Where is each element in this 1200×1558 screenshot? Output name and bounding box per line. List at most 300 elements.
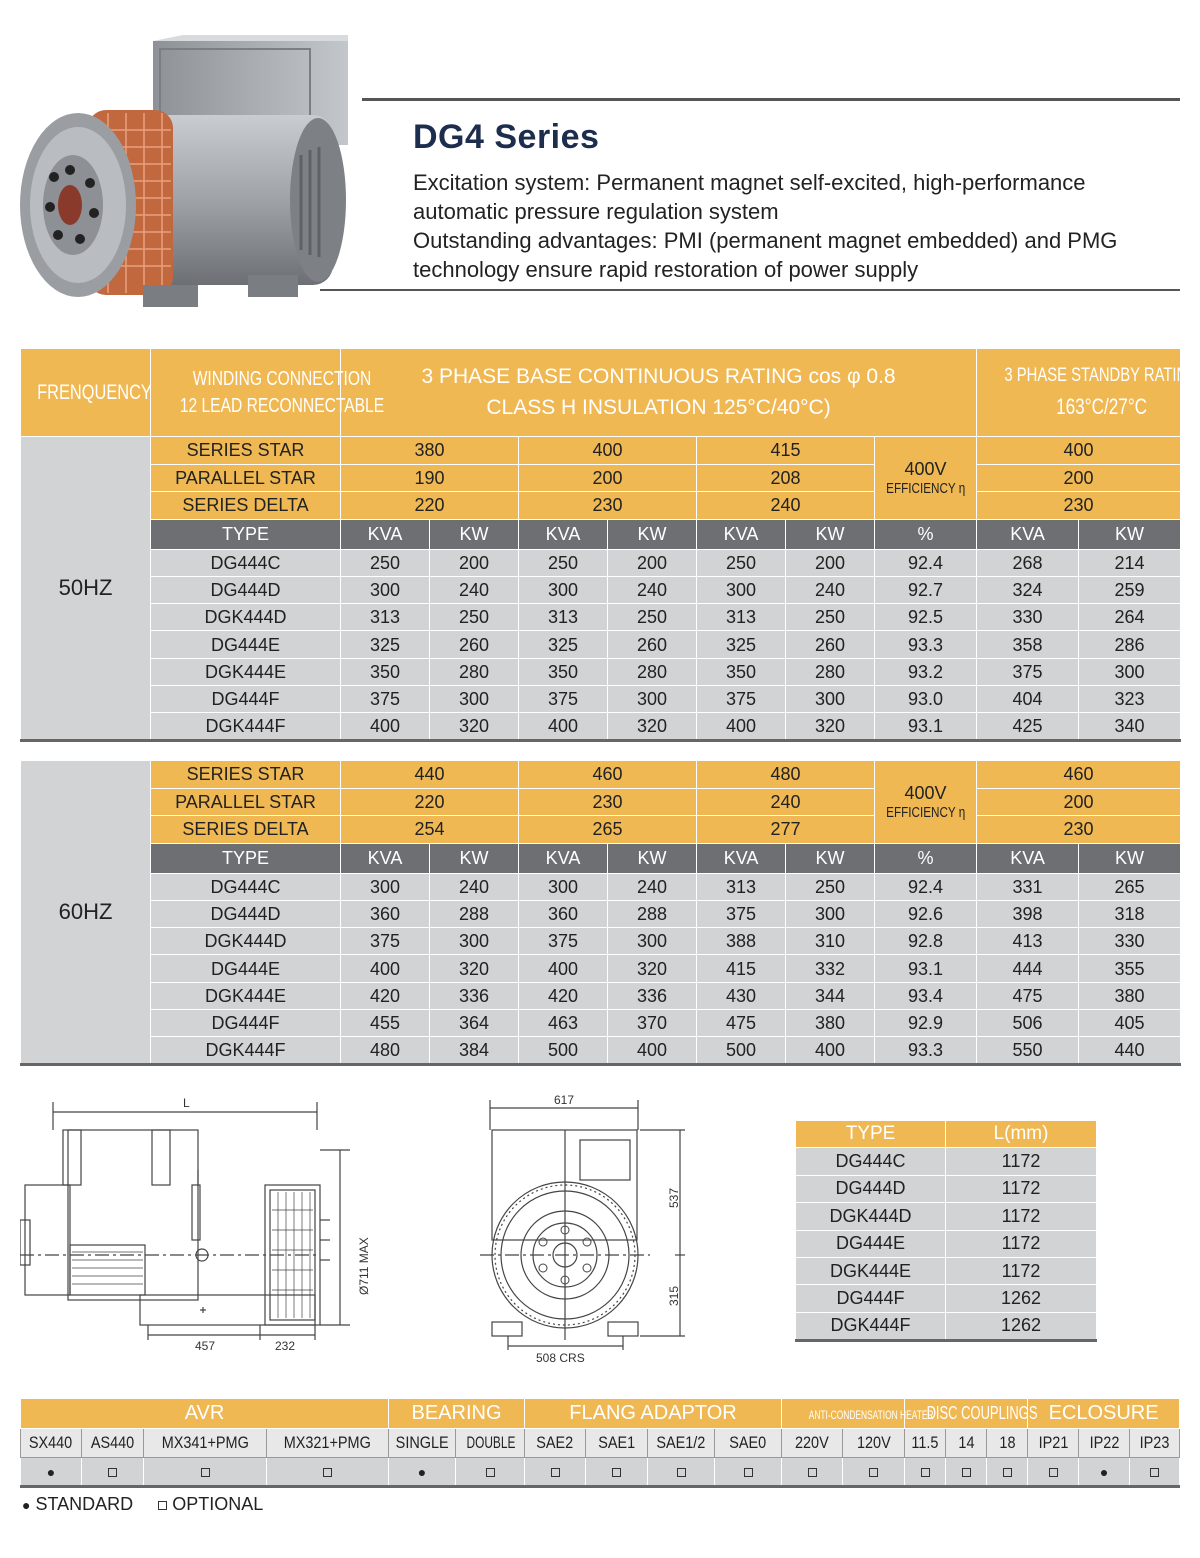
voltage-cell: 230 [519,788,697,816]
value-cell: 200 [430,549,519,576]
column-header: KW [430,519,519,549]
value-cell: 400 [697,713,786,740]
standard-dot-icon: ● [417,1463,427,1480]
voltage-cell: 415 [697,437,875,465]
option-label: 220V [795,1433,829,1452]
length-cell: 1262 [946,1285,1097,1312]
value-cell: 93.3 [875,1037,977,1064]
value-cell: 400 [519,713,608,740]
column-header: KW [608,519,697,549]
value-cell: 475 [977,982,1079,1009]
connection-name: SERIES DELTA [151,816,341,844]
length-header: L(mm) [946,1121,1097,1148]
value-cell: 500 [519,1037,608,1064]
value-cell: 425 [977,713,1079,740]
value-cell: 300 [519,576,608,603]
connection-name: SERIES STAR [151,437,341,465]
optional-square-icon [201,1468,210,1477]
option-name [144,1429,267,1458]
voltage-cell: 220 [341,492,519,520]
column-header: TYPE [151,519,341,549]
value-cell: 93.2 [875,658,977,685]
legend-standard: STANDARD [35,1494,134,1514]
column-header: KW [608,843,697,873]
optional-square-icon [323,1468,332,1477]
value-cell: 400 [341,713,430,740]
type-cell: DG444E [151,955,341,982]
optional-square-icon [108,1468,117,1477]
value-cell: 300 [608,685,697,712]
value-cell: 250 [786,873,875,900]
value-cell: 350 [341,658,430,685]
value-cell: 92.9 [875,1009,977,1036]
value-cell: 375 [697,685,786,712]
option-mark [525,1458,586,1487]
optional-square-icon [1049,1468,1058,1477]
value-cell: 400 [608,1037,697,1064]
dim-457: 457 [195,1339,216,1353]
option-mark [389,1458,456,1487]
option-label: IP22 [1089,1433,1119,1452]
optional-square-icon [551,1468,560,1477]
option-name [21,1429,82,1458]
legend [22,1494,263,1515]
column-header: KVA [519,519,608,549]
column-header: % [875,519,977,549]
value-cell: 313 [519,604,608,631]
value-cell: 313 [341,604,430,631]
option-label: SAE2 [536,1433,574,1452]
value-cell: 360 [519,900,608,927]
voltage-cell: 208 [697,464,875,492]
option-label: SAE1 [598,1433,635,1452]
column-header: KW [1079,843,1181,873]
type-cell: DG444E [151,631,341,658]
connection-name: SERIES STAR [151,761,341,789]
dim-508-crs: 508 CRS [536,1351,585,1365]
option-label: 18 [999,1433,1016,1452]
column-header: KVA [519,843,608,873]
optional-square-icon [612,1468,621,1477]
value-cell: 264 [1079,604,1181,631]
value-cell: 506 [977,1009,1079,1036]
value-cell: 280 [786,658,875,685]
description-line: technology ensure rapid restoration of power supply [413,257,919,282]
frequency-cell: 50HZ [21,437,151,741]
type-cell: DG444D [151,576,341,603]
description-line: automatic pressure regulation system [413,199,779,224]
optional-square-icon [1003,1468,1012,1477]
value-cell: 240 [430,873,519,900]
option-name [82,1429,144,1458]
description-line: Outstanding advantages: PMI (permanent magnet embedded) and PMG [413,228,1118,253]
option-label: AS440 [90,1433,135,1452]
value-cell: 93.1 [875,955,977,982]
dim-232: 232 [275,1339,296,1353]
value-cell: 350 [519,658,608,685]
value-cell: 318 [1079,900,1181,927]
value-cell: 330 [977,604,1079,631]
value-cell: 550 [977,1037,1079,1064]
standby-voltage-cell: 460 [977,761,1181,789]
option-mark [456,1458,525,1487]
option-name [1130,1429,1180,1458]
optional-square-icon [808,1468,817,1477]
group-enclosure: ECLOSURE [1028,1399,1180,1429]
value-cell: 310 [786,928,875,955]
group-flange-adaptor: FLANG ADAPTOR [525,1399,782,1429]
value-cell: 480 [341,1037,430,1064]
option-mark [1079,1458,1130,1487]
type-cell: DG444C [151,873,341,900]
standby-rating-header: 3 PHASE STANDBY RATING 163°C/27°C [977,349,1181,437]
option-label: 14 [957,1433,975,1452]
value-cell: 250 [519,549,608,576]
header-rule-top [362,98,1180,101]
type-cell: DGK444D [151,928,341,955]
value-cell: 463 [519,1009,608,1036]
type-cell: DGK444E [151,982,341,1009]
option-mark [586,1458,648,1487]
value-cell: 260 [608,631,697,658]
column-header: % [875,843,977,873]
length-cell: 1172 [946,1148,1097,1175]
series-title: DG4 Series [413,118,600,156]
option-name [1079,1429,1130,1458]
length-header: TYPE [796,1121,946,1148]
voltage-cell: 440 [341,761,519,789]
value-cell: 350 [697,658,786,685]
option-label: 120V [856,1433,891,1452]
column-header: KW [786,519,875,549]
front-view-drawing [480,1090,700,1370]
option-name [586,1429,648,1458]
option-name [389,1429,456,1458]
option-name [905,1429,946,1458]
side-view-drawing [20,1090,400,1360]
type-cell: DG444F [151,1009,341,1036]
value-cell: 375 [341,928,430,955]
value-cell: 331 [977,873,1079,900]
value-cell: 475 [697,1009,786,1036]
option-name [987,1429,1028,1458]
value-cell: 92.6 [875,900,977,927]
value-cell: 250 [430,604,519,631]
standby-voltage-cell: 200 [977,464,1181,492]
option-label: SINGLE [395,1433,449,1452]
option-label: DOUBLE [466,1433,516,1452]
value-cell: 313 [697,604,786,631]
group-avr: AVR [21,1399,389,1429]
value-cell: 360 [341,900,430,927]
option-mark [82,1458,144,1487]
length-cell: 1172 [946,1230,1097,1257]
option-name [267,1429,389,1458]
optional-square-icon [158,1501,167,1510]
type-cell: DGK444E [796,1257,946,1284]
length-table [795,1120,1097,1342]
value-cell: 355 [1079,955,1181,982]
option-mark [267,1458,389,1487]
column-header: KW [1079,519,1181,549]
optional-square-icon [869,1468,878,1477]
type-cell: DGK444D [796,1203,946,1230]
value-cell: 320 [608,955,697,982]
voltage-cell: 380 [341,437,519,465]
option-name [525,1429,586,1458]
value-cell: 300 [519,873,608,900]
value-cell: 370 [608,1009,697,1036]
value-cell: 400 [519,955,608,982]
value-cell: 320 [430,955,519,982]
option-mark [843,1458,905,1487]
voltage-cell: 277 [697,816,875,844]
value-cell: 300 [341,576,430,603]
type-cell: DGK444F [151,713,341,740]
dim-L: L [183,1096,190,1110]
type-cell: DG444F [151,685,341,712]
value-cell: 384 [430,1037,519,1064]
value-cell: 93.1 [875,713,977,740]
rating-table-50hz [20,348,1199,742]
value-cell: 300 [430,685,519,712]
frequency-cell: 60HZ [21,761,151,1065]
value-cell: 265 [1079,873,1181,900]
value-cell: 300 [697,576,786,603]
value-cell: 288 [430,900,519,927]
value-cell: 250 [697,549,786,576]
option-label: IP21 [1038,1433,1068,1452]
option-mark [1028,1458,1079,1487]
efficiency-label: EFFICIENCY η [886,479,966,497]
value-cell: 320 [430,713,519,740]
value-cell: 358 [977,631,1079,658]
group-bearing: BEARING [389,1399,525,1429]
standby-voltage-cell: 230 [977,816,1181,844]
value-cell: 280 [608,658,697,685]
optional-square-icon [1150,1468,1159,1477]
type-cell: DG444D [796,1175,946,1202]
value-cell: 259 [1079,576,1181,603]
option-label: SAE1/2 [656,1433,706,1452]
option-mark [987,1458,1028,1487]
value-cell: 325 [341,631,430,658]
value-cell: 300 [341,873,430,900]
value-cell: 398 [977,900,1079,927]
column-header: KVA [977,519,1079,549]
type-cell: DG444C [796,1148,946,1175]
column-header: KVA [341,519,430,549]
column-header: TYPE [151,843,341,873]
optional-square-icon [921,1468,930,1477]
value-cell: 430 [697,982,786,1009]
option-mark [144,1458,267,1487]
value-cell: 330 [1079,928,1181,955]
value-cell: 324 [977,576,1079,603]
value-cell: 288 [608,900,697,927]
description-line: Excitation system: Permanent magnet self-excited, high-performance [413,170,1086,195]
value-cell: 415 [697,955,786,982]
type-cell: DGK444D [151,604,341,631]
efficiency-voltage: 400V [904,458,947,479]
value-cell: 260 [430,631,519,658]
type-cell: DG444D [151,900,341,927]
value-cell: 300 [430,928,519,955]
value-cell: 240 [608,576,697,603]
group-disc-couplings: DISC COUPLINGS [905,1399,1028,1429]
value-cell: 260 [786,631,875,658]
voltage-cell: 230 [519,492,697,520]
rating-table-60hz [20,760,1181,1066]
option-mark [782,1458,843,1487]
option-mark [946,1458,987,1487]
option-mark [905,1458,946,1487]
voltage-cell: 254 [341,816,519,844]
option-name [456,1429,525,1458]
efficiency-label: EFFICIENCY η [886,803,966,821]
value-cell: 214 [1079,549,1181,576]
value-cell: 240 [608,873,697,900]
option-mark [648,1458,715,1487]
type-cell: DGK444F [796,1312,946,1340]
option-mark [1130,1458,1180,1487]
value-cell: 444 [977,955,1079,982]
value-cell: 93.0 [875,685,977,712]
option-label: IP23 [1139,1433,1170,1452]
standby-voltage-cell: 400 [977,437,1181,465]
connection-name: SERIES DELTA [151,492,341,520]
option-name [843,1429,905,1458]
value-cell: 455 [341,1009,430,1036]
optional-square-icon [677,1468,686,1477]
dim-617: 617 [554,1093,575,1107]
voltage-cell: 480 [697,761,875,789]
options-table [20,1398,1180,1488]
column-header: KW [786,843,875,873]
value-cell: 375 [519,685,608,712]
value-cell: 500 [697,1037,786,1064]
value-cell: 250 [341,549,430,576]
value-cell: 413 [977,928,1079,955]
voltage-cell: 190 [341,464,519,492]
value-cell: 300 [1079,658,1181,685]
value-cell: 92.4 [875,549,977,576]
option-name [946,1429,987,1458]
column-header: KVA [977,843,1079,873]
value-cell: 375 [519,928,608,955]
standard-dot-icon: ● [46,1463,56,1480]
voltage-cell: 200 [519,464,697,492]
value-cell: 440 [1079,1037,1181,1064]
dim-537: 537 [667,1187,681,1208]
connection-name: PARALLEL STAR [151,464,341,492]
value-cell: 200 [786,549,875,576]
option-label: MX341+PMG [161,1433,249,1452]
value-cell: 344 [786,982,875,1009]
type-cell: DG444E [796,1230,946,1257]
option-mark [715,1458,782,1487]
dim-diameter: Ø711 MAX [357,1237,371,1295]
option-name [715,1429,782,1458]
value-cell: 336 [608,982,697,1009]
column-header: KW [430,843,519,873]
dim-315: 315 [667,1285,681,1306]
efficiency-voltage-cell [875,437,977,520]
value-cell: 93.3 [875,631,977,658]
value-cell: 320 [608,713,697,740]
value-cell: 300 [786,900,875,927]
winding-header: WINDING CONNECTION 12 LEAD RECONNECTABLE [151,349,341,437]
value-cell: 420 [341,982,430,1009]
value-cell: 280 [430,658,519,685]
base-rating-header: 3 PHASE BASE CONTINUOUS RATING cos φ 0.8 CLASS H INSULATION 125°C/40°C) [341,349,977,437]
standard-dot-icon: ● [1099,1463,1109,1480]
group-heater: ANTI-CONDENSATION HEATER [782,1399,905,1429]
value-cell: 250 [608,604,697,631]
voltage-cell: 265 [519,816,697,844]
standard-dot-icon: ● [22,1497,31,1513]
connection-name: PARALLEL STAR [151,788,341,816]
type-cell: DG444C [151,549,341,576]
value-cell: 240 [430,576,519,603]
voltage-cell: 240 [697,788,875,816]
value-cell: 92.4 [875,873,977,900]
value-cell: 375 [341,685,430,712]
column-header: KVA [697,843,786,873]
optional-square-icon [962,1468,971,1477]
value-cell: 332 [786,955,875,982]
efficiency-voltage: 400V [904,782,947,803]
value-cell: 200 [608,549,697,576]
value-cell: 325 [519,631,608,658]
value-cell: 323 [1079,685,1181,712]
column-header: KVA [341,843,430,873]
option-label: SX440 [29,1433,73,1452]
option-name [782,1429,843,1458]
value-cell: 375 [697,900,786,927]
value-cell: 92.5 [875,604,977,631]
value-cell: 240 [786,576,875,603]
value-cell: 388 [697,928,786,955]
type-cell: DGK444E [151,658,341,685]
option-name [1028,1429,1079,1458]
option-label: MX321+PMG [283,1433,372,1452]
optional-square-icon [744,1468,753,1477]
value-cell: 92.8 [875,928,977,955]
value-cell: 400 [341,955,430,982]
value-cell: 400 [786,1037,875,1064]
value-cell: 380 [1079,982,1181,1009]
value-cell: 404 [977,685,1079,712]
option-label: SAE0 [729,1433,767,1452]
value-cell: 420 [519,982,608,1009]
optional-square-icon [486,1468,495,1477]
voltage-cell: 220 [341,788,519,816]
value-cell: 92.7 [875,576,977,603]
option-mark [21,1458,82,1487]
header-rule-bottom [320,289,1180,291]
value-cell: 286 [1079,631,1181,658]
type-cell: DG444F [796,1285,946,1312]
value-cell: 364 [430,1009,519,1036]
value-cell: 250 [786,604,875,631]
value-cell: 268 [977,549,1079,576]
voltage-cell: 400 [519,437,697,465]
voltage-cell: 460 [519,761,697,789]
option-name [648,1429,715,1458]
legend-optional: OPTIONAL [172,1494,264,1514]
value-cell: 325 [697,631,786,658]
